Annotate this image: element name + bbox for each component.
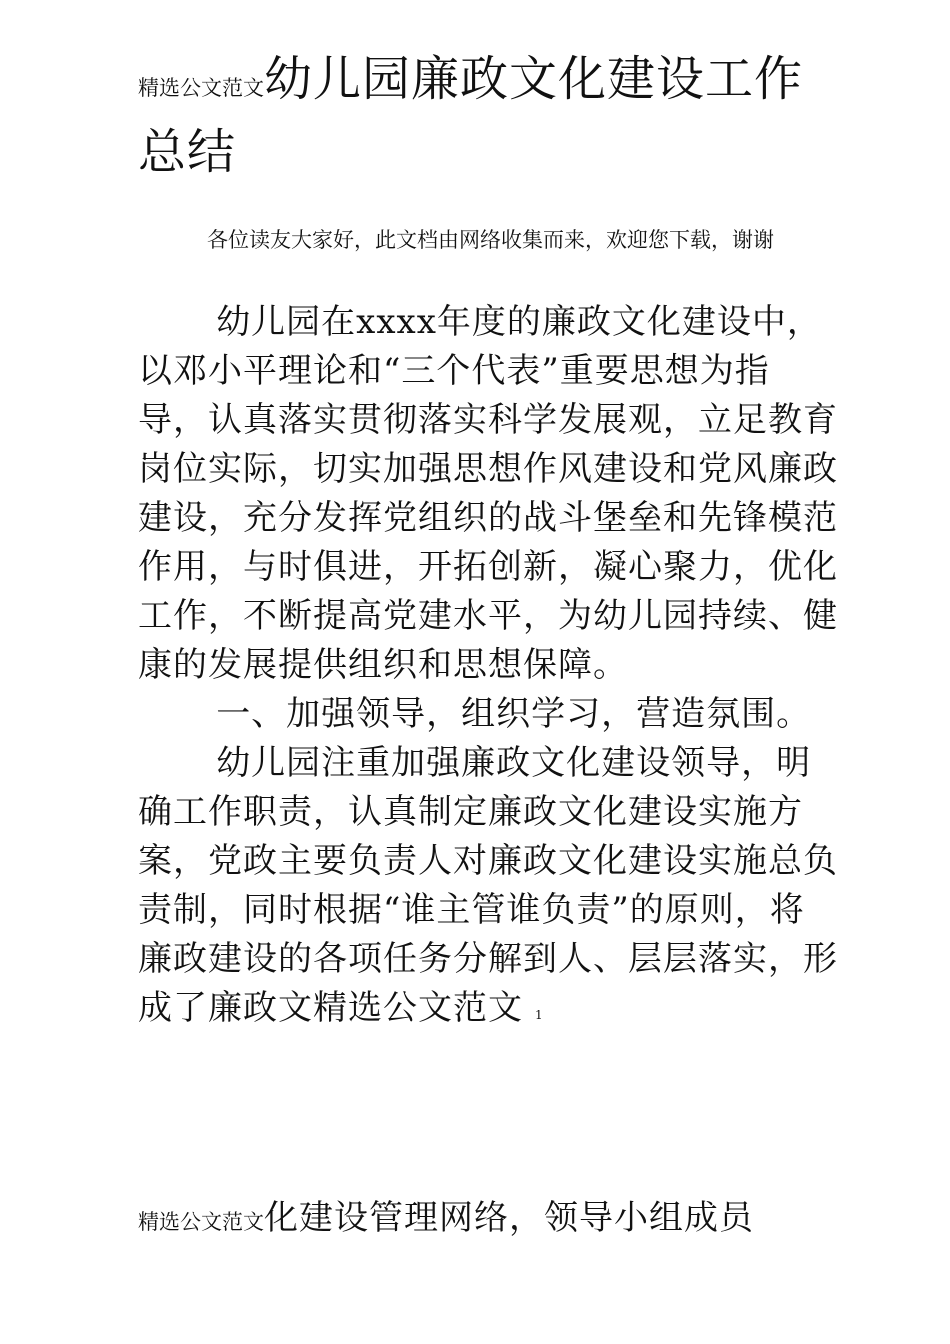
next-page-header-label: 精选公文范文 [138,1210,264,1234]
document-body [138,298,838,1040]
section-heading-1: 一、加强领导，组织学习，营造氛围。 [216,694,812,734]
greeting-line: 各位读友大家好，此文档由网络收集而来，欢迎您下载，谢谢 [207,228,774,252]
document-title: 幼儿园廉政文化建设工作总结 [138,51,804,180]
paragraph-intro: 幼儿园在xxxx年度的廉政文化建设中，以邓小平理论和“三个代表”重要思想为指导，认真落实贯彻落实科学发展观，立足教育岗位实际，切实加强思想作风建设和党风廉政建设，充分发挥党组织的战斗堡垒和先锋模范作用，与时俱进，开拓创新，凝心聚力，优化工作，不断提高党建水平，为幼儿园持续、健康的发展提供组织和思想保障。 [138,302,838,685]
page-number: 1 [535,1008,544,1022]
next-page-continuation: 化建设管理网络，领导小组成员 [264,1198,754,1238]
next-page-line [138,1190,858,1239]
footer-label: 精选公文范文 [313,988,523,1028]
header-label: 精选公文范文 [138,76,264,100]
paragraph-section-1-text: 幼儿园注重加强廉政文化建设领导，明确工作职责，认真制定廉政文化建设实施方案，党政主要负责人对廉政文化建设实施总负责制，同时根据“谁主管谁负责”的原则，将廉政建设的各项任务分解到人、层层落实，形成了廉政文 [138,743,838,1028]
paragraph-section-1 [138,739,838,1040]
title-block [138,48,838,194]
